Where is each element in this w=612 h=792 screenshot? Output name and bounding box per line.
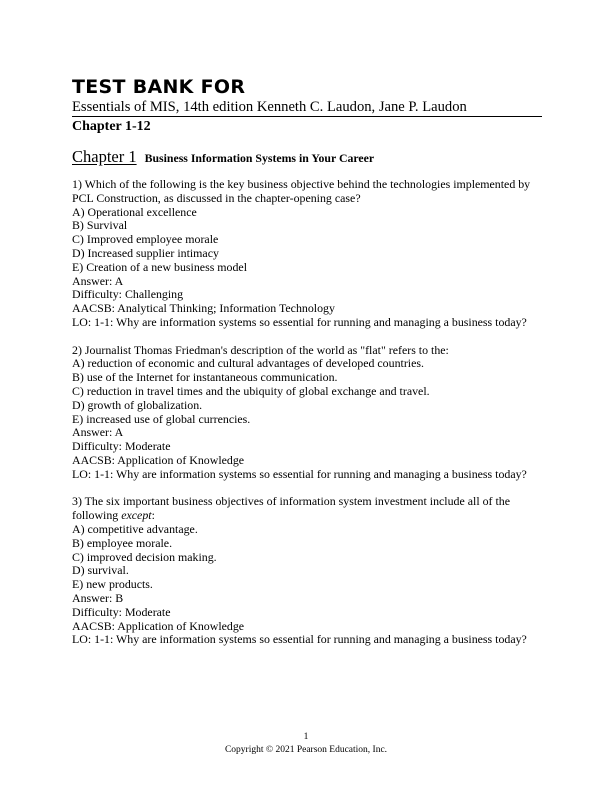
answer-option: B) employee morale. [72,535,173,550]
answer-option: C) Improved employee morale [72,232,219,247]
question-item [72,178,542,330]
aacsb-label: AACSB: Analytical Thinking; Information Technology [72,301,335,316]
question-stem-line: 1) Which of the following is the key business objective behind the technologies implemented by [72,177,531,191]
answer-option: B) Survival [72,218,128,233]
question-stem-line: 3) The six important business objectives of information system investment include all of the [72,494,511,509]
question-item [72,344,542,482]
answer-key: Answer: A [72,425,124,440]
question-stem-line [72,509,542,523]
chapter-range: Chapter 1-12 [72,119,151,134]
answer-option: D) survival. [72,563,129,578]
question-list [72,178,542,661]
question-stem-line: PCL Construction, as discussed in the chapter-opening case? [72,190,361,205]
aacsb-label: AACSB: Application of Knowledge [72,452,245,467]
page-number: 1 [303,732,309,742]
stem-emphasis: except [121,508,152,523]
learning-objective: LO: 1-1: Why are information systems so essential for running and managing a business today? [72,466,527,481]
answer-option: C) reduction in travel times and the ubiquity of global exchange and travel. [72,383,430,398]
answer-key: Answer: B [72,590,124,605]
answer-key: Answer: A [72,273,124,288]
question-stem-line: 2) Journalist Thomas Friedman's description of the world as "flat" refers to the: [72,342,449,357]
answer-option: E) Creation of a new business model [72,259,248,274]
answer-option: E) increased use of global currencies. [72,411,251,426]
answer-option: A) Operational excellence [72,204,197,219]
header-divider [72,116,542,117]
chapter-name: Business Information Systems in Your Career [144,151,375,165]
copyright-notice: Copyright © 2021 Pearson Education, Inc. [224,745,388,755]
aacsb-label: AACSB: Application of Knowledge [72,618,245,633]
question-item [72,495,542,647]
answer-option: D) growth of globalization. [72,397,203,412]
chapter-number: Chapter 1 [72,147,137,166]
answer-option: C) improved decision making. [72,549,217,564]
answer-option: E) new products. [72,577,153,592]
answer-option: A) reduction of economic and cultural advantages of developed countries. [72,356,424,371]
difficulty-label: Difficulty: Moderate [72,439,171,454]
stem-text: : [151,508,155,523]
difficulty-label: Difficulty: Challenging [72,287,184,302]
book-subtitle: Essentials of MIS, 14th edition Kenneth C. Laudon, Jane P. Laudon [72,99,467,115]
answer-option: A) competitive advantage. [72,521,198,536]
answer-option: D) Increased supplier intimacy [72,245,219,260]
learning-objective: LO: 1-1: Why are information systems so essential for running and managing a business today? [72,314,527,329]
answer-option: B) use of the Internet for instantaneous communication. [72,370,338,385]
learning-objective: LO: 1-1: Why are information systems so essential for running and managing a business today? [72,632,527,647]
chapter-heading [72,147,374,168]
difficulty-label: Difficulty: Moderate [72,604,171,619]
test-bank-title: TEST BANK FOR [72,76,246,98]
stem-text: following [72,508,122,523]
